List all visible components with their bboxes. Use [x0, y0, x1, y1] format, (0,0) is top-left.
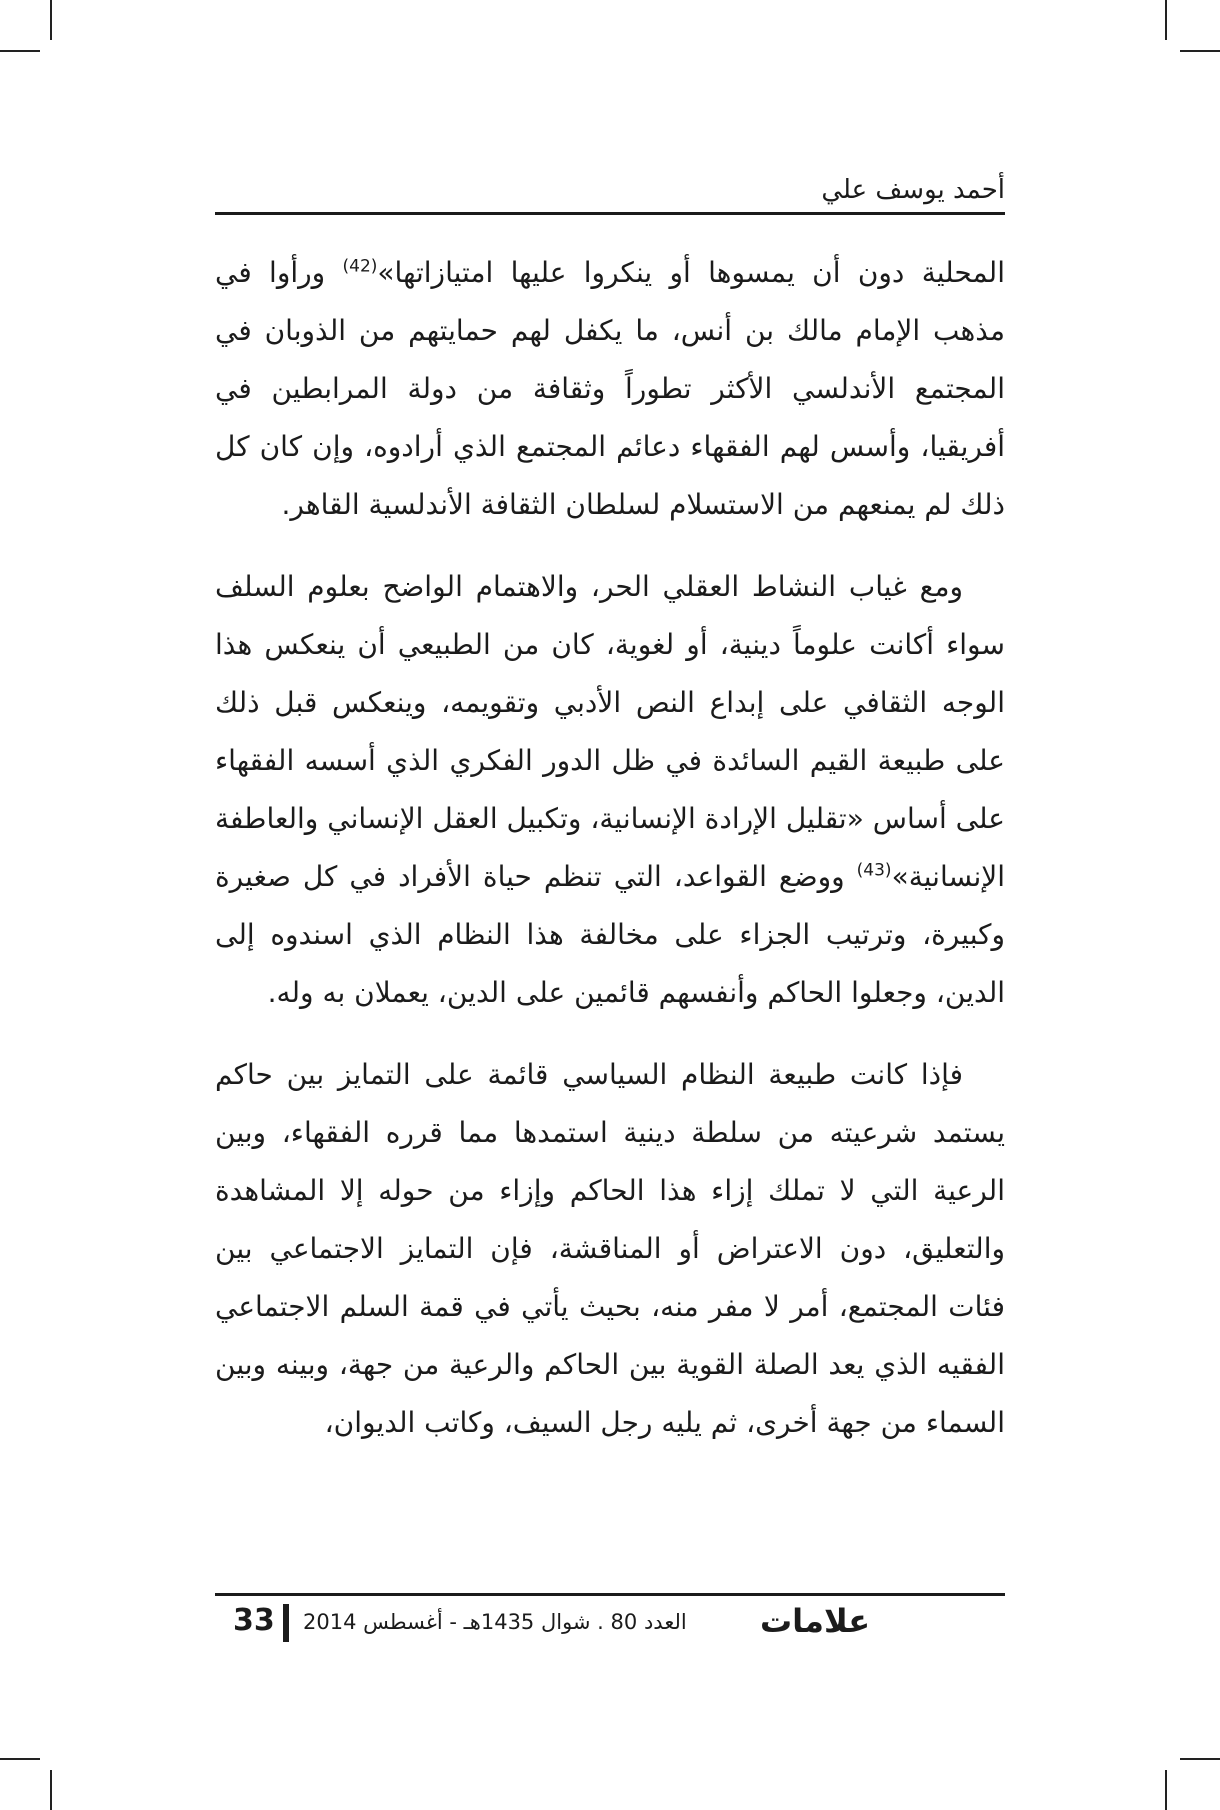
footer-separator [283, 1604, 289, 1642]
crop-mark [1180, 50, 1220, 52]
crop-mark [50, 1770, 52, 1810]
journal-logo: علامات [760, 1602, 871, 1640]
crop-mark [1165, 1770, 1167, 1810]
paragraph-text: ومع غياب النشاط العقلي الحر، والاهتمام الواضح بعلوم السلف سواء أكانت علوماً دينية، أو لغوية، كان من الطبيعي أن ينعكس هذا الوجه الثقافي على إبداع النص الأدبي وتقويمه، وينعكس قبل ذلك على طبيعة القيم السائدة في ظل الدور الفكري الذي أسسه الفقهاء على أساس «تقليل الإرادة الإنسانية، وتكبيل العقل الإنساني والعاطفة الإنسانية» [215, 570, 1005, 893]
crop-mark [50, 0, 52, 40]
body-text [215, 244, 1005, 1476]
crop-mark [0, 1758, 40, 1760]
paragraph-3 [215, 1046, 1005, 1452]
paragraph-text: فإذا كانت طبيعة النظام السياسي قائمة على التمايز بين حاكم يستمد شرعيته من سلطة دينية استمدها مما قرره الفقهاء، وبين الرعية التي لا تملك إزاء هذا الحاكم وإزاء من حوله إلا المشاهدة والتعليق، دون الاعتراض أو المناقشة، فإن التمايز الاجتماعي بين فئات المجتمع، أمر لا مفر منه، بحيث يأتي في قمة السلم الاجتماعي الفقيه الذي يعد الصلة القوية بين الحاكم والرعية من جهة، وبينه وبين السماء من جهة أخرى، ثم يليه رجل السيف، وكاتب الديوان، [215, 1058, 1005, 1439]
paragraph-text: المحلية دون أن يمسوها أو ينكروا عليها امتيازاتها» [377, 256, 1005, 289]
paragraph-2 [215, 558, 1005, 1022]
page-number: 33 [233, 1603, 275, 1638]
crop-mark [1180, 1758, 1220, 1760]
paragraph-text: ووضع القواعد، التي تنظم حياة الأفراد في كل صغيرة وكبيرة، وترتيب الجزاء على مخالفة هذا النظام الذي اسندوه إلى الدين، وجعلوا الحاكم وأنفسهم قائمين على الدين، يعملان به وله. [215, 860, 1005, 1009]
paragraph-1 [215, 244, 1005, 534]
issue-info: العدد 80 . شوال 1435هـ - أغسطس 2014 [303, 1610, 687, 1634]
page-footer [215, 1598, 1005, 1648]
author-name: أحمد يوسف علي [821, 175, 1005, 205]
header-rule [215, 212, 1005, 215]
crop-mark [0, 50, 40, 52]
footer-rule [215, 1593, 1005, 1596]
footnote-ref-43[interactable]: (43) [856, 860, 892, 881]
paragraph-text: ورأوا في مذهب الإمام مالك بن أنس، ما يكفل لهم حمايتهم من الذوبان في المجتمع الأندلسي الأكثر تطوراً وثقافة من دولة المرابطين في أفريقيا، وأسس لهم الفقهاء دعائم المجتمع الذي أرادوه، وإن كان كل ذلك لم يمنعهم من الاستسلام لسلطان الثقافة الأندلسية القاهر. [215, 256, 1005, 521]
footnote-ref-42[interactable]: (42) [342, 256, 378, 277]
crop-mark [1165, 0, 1167, 40]
